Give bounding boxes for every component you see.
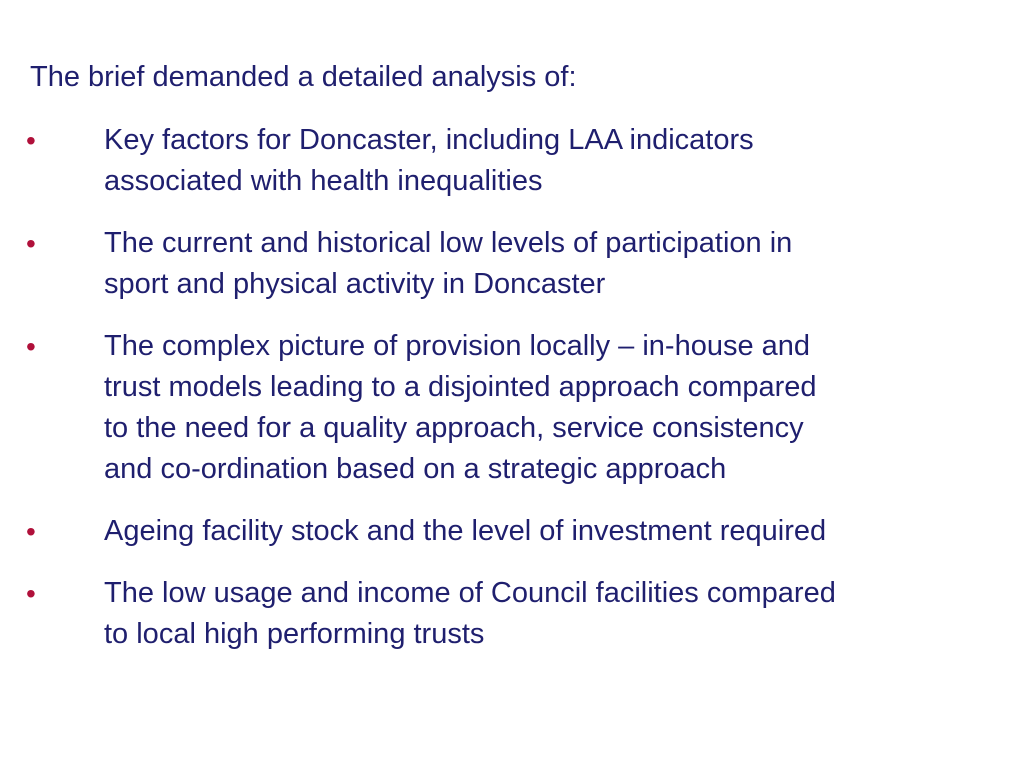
- bullet-text: [104, 511, 984, 552]
- bullet-item: [0, 223, 1024, 305]
- bullet-text: [104, 573, 984, 655]
- bullet-text: [104, 120, 984, 202]
- intro-text: The brief demanded a detailed analysis of:: [30, 61, 577, 93]
- bullet-item: [0, 573, 1024, 655]
- bullet-item: [0, 511, 1024, 552]
- bullet-line: The low usage and income of Council facilities compared: [104, 577, 836, 609]
- bullet-icon: •: [26, 228, 36, 259]
- bullet-text: [104, 223, 984, 305]
- bullet-line: sport and physical activity in Doncaster: [104, 268, 606, 300]
- bullet-line: Ageing facility stock and the level of investment required: [104, 515, 827, 547]
- bullet-text: [104, 326, 984, 490]
- bullet-line: and co-ordination based on a strategic approach: [104, 453, 727, 485]
- bullet-line: The current and historical low levels of participation in: [104, 227, 793, 259]
- bullet-list: [0, 120, 1024, 676]
- bullet-line: associated with health inequalities: [104, 165, 543, 197]
- bullet-icon: •: [26, 516, 36, 547]
- bullet-icon: •: [26, 331, 36, 362]
- bullet-item: [0, 120, 1024, 202]
- bullet-icon: •: [26, 578, 36, 609]
- bullet-icon: •: [26, 125, 36, 156]
- bullet-line: Key factors for Doncaster, including LAA indicators: [104, 124, 754, 156]
- bullet-line: to the need for a quality approach, service consistency: [104, 412, 804, 444]
- bullet-item: [0, 326, 1024, 490]
- bullet-line: trust models leading to a disjointed approach compared: [104, 371, 817, 403]
- bullet-line: The complex picture of provision locally – in-house and: [104, 330, 811, 362]
- bullet-line: to local high performing trusts: [104, 618, 485, 650]
